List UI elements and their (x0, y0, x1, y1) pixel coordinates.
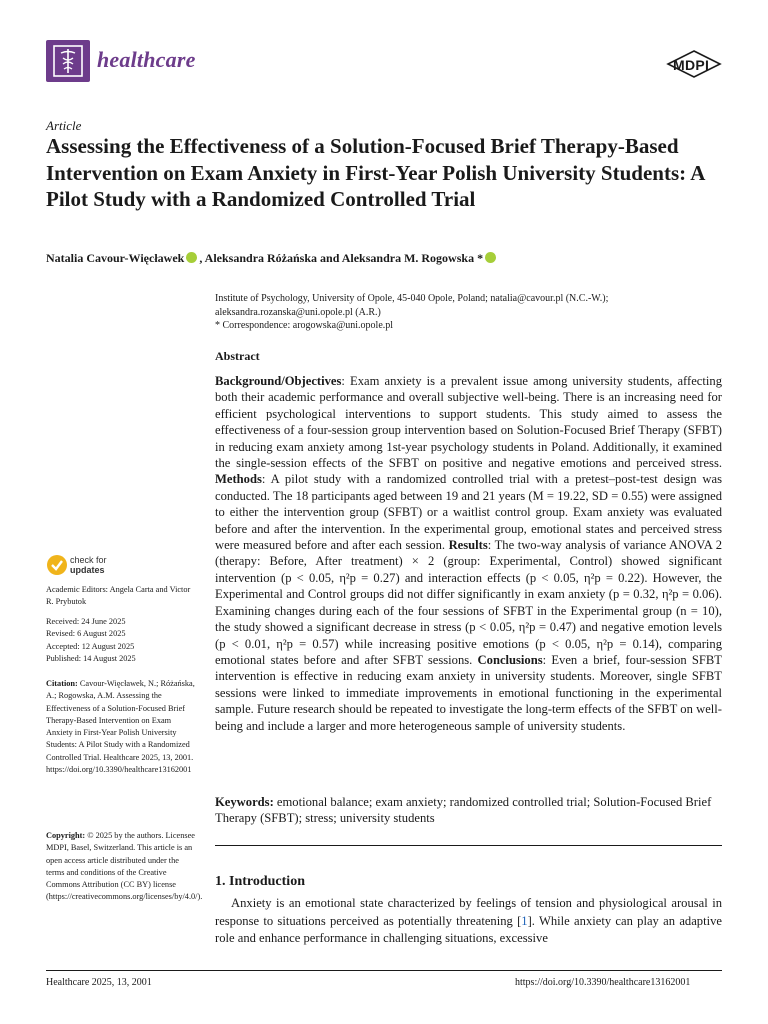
date-received: Received: 24 June 2025 (46, 617, 126, 626)
abstract-heading: Abstract (215, 349, 260, 363)
footer-divider (46, 970, 722, 971)
orcid-icon[interactable] (485, 252, 496, 263)
abstract-body (215, 373, 722, 734)
abstract-label-background: Background/Objectives (215, 374, 342, 388)
check-for-updates-icon[interactable] (47, 555, 67, 575)
article-title: Assessing the Effectiveness of a Solution-Focused Brief Therapy-Based Intervention on Exam Anxiety in First-Year Polish University Students: A Pilot Study with a Randomized Controlled Trial (46, 134, 705, 211)
citation-text: Cavour-Więcławek, N.; Różańska, A.; Rogowska, A.M. Assessing the Effectiveness of a Solution-Focused Brief Therapy-Based Intervention on Exam Anxiety in First-Year Polish University Students: A Pilot Study with a Randomized Controlled Trial. Healthcare 2025, 13, 2001. https://doi.org/10.3390/healthcare13162001 (46, 679, 195, 775)
publisher-name: MDPI (673, 57, 710, 73)
journal-logo (46, 40, 90, 82)
footer-doi-link[interactable]: https://doi.org/10.3390/healthcare13162001 (515, 977, 691, 988)
section-heading: 1. Introduction (215, 874, 305, 889)
check-icon (47, 555, 67, 575)
section-divider (215, 845, 722, 846)
affiliations (215, 292, 725, 333)
journal-name[interactable]: healthcare (97, 47, 196, 72)
intro-text: ]. While anxiety can play an adaptive role and enhance performance in challenging situations, excessive (215, 913, 722, 945)
date-published: Published: 14 August 2025 (46, 653, 136, 663)
date-revised: Revised: 6 August 2025 (46, 629, 126, 639)
academic-editors: Academic Editors: Angela Carta and Victor R. Prybutok (46, 585, 191, 607)
affiliation-line: Institute of Psychology, University of Opole, 45-040 Opole, Poland; natalia@cavour.pl (N.C.-W.); (215, 293, 609, 304)
abstract-text-conclusions: : Even a brief, four-session SFBT intervention is effective in reducing exam anxiety in university students. Moreover, single SFBT sessions were linked to immediate improvements in emotional functioning in the experimental sample. Future research should be repeated to investigate the long-term effects of the SFBT on well-being and include a larger and more heterogeneous sample of university students. (215, 652, 722, 733)
article-type: Article (46, 118, 82, 133)
intro-text: Anxiety is an emotional state characterized by feelings of tension and physiological arousal in response to situations perceived as potentially threatening [ (215, 896, 722, 928)
intro-paragraph (215, 895, 722, 948)
keywords-text: emotional balance; exam anxiety; randomized controlled trial; Solution-Focused Brief Therapy (SFBT); stress; university students (215, 795, 712, 826)
author-name[interactable]: Natalia Cavour-Więcławek (46, 251, 185, 265)
affiliation-line: aleksandra.rozanska@uni.opole.pl (A.R.) (215, 306, 381, 318)
publication-dates (46, 616, 196, 665)
citation-label: Citation: (46, 679, 78, 688)
correspondence: * Correspondence: arogowska@uni.opole.pl (215, 320, 394, 331)
author-separator: , (199, 251, 205, 265)
abstract-label-results: Results (448, 538, 488, 553)
citation-block (46, 678, 196, 776)
caduceus-icon (46, 40, 90, 82)
keywords (215, 794, 722, 827)
abstract-text-background: : Exam anxiety is a prevalent issue among university students, affecting both their academic performance and overall subjective well-being. There is an increasing need for efficient psychological interventions to support students. This study aimed to assess the effectiveness of a four-session group intervention based on Solution-Focused Brief Therapy (SFBT) in reducing exam anxiety among 1st-year psychology students in Poland. Additionally, it examined the single-session effects of the SFBT on positive and negative emotions and perceived stress. (215, 374, 722, 471)
abstract-text-methods: : A pilot study with a randomized controlled trial with a pretest–post-test design was conducted. The 18 participants aged between 19 and 21 years (M = 19.22, SD = 0.55) were assigned to either the intervention group (SFBT) or a waitlist control group. Exam anxiety was evaluated before and after the intervention. In the experimental group, emotional states and perceived stress were measured before and after each session. (215, 472, 722, 553)
author-name[interactable]: Aleksandra Różańska (204, 251, 318, 265)
abstract-label-methods: Methods (215, 472, 262, 487)
abstract-paragraph (215, 373, 722, 734)
footer-journal-info: Healthcare 2025, 13, 2001 (46, 977, 152, 988)
date-accepted: Accepted: 12 August 2025 (46, 641, 135, 651)
check-for-updates-line: check for (70, 555, 107, 565)
abstract-text-results: : The two-way analysis of variance ANOVA 2 (therapy: Before, After treatment) × 2 (group: Experimental, Control) showed significant intervention (p < 0.05, η²p = 0.27) and interaction effects (p < 0.05, η²p = 0.22). However, the Experimental and Control groups did not differ significantly in exam anxiety (p = 0.32, η²p = 0.06). Examining changes during each of the four sessions of SFBT in the Experimental group (n = 10), the study showed a significant decrease in stress (p < 0.05, η²p = 0.47) and negative emotion levels (p < 0.01, η²p = 0.57) while increasing positive emotions (p < 0.05, η²p = 0.14), comparing emotional states before and after SFBT sessions. (215, 538, 722, 667)
copyright-label: Copyright: (46, 831, 86, 840)
check-for-updates-line: updates (70, 565, 105, 575)
orcid-icon[interactable] (186, 252, 197, 263)
copyright-text: © 2025 by the authors. Licensee MDPI, Basel, Switzerland. This article is an open access article distributed under the terms and conditions of the Creative Commons Attribution (CC BY) license (https://creativecommons.org/licenses/by/4.0/). (46, 831, 203, 902)
copyright-block (46, 830, 203, 904)
keywords-label: Keywords: (215, 795, 274, 809)
citation-link[interactable]: 1 (521, 913, 528, 928)
abstract-label-conclusions: Conclusions (477, 652, 543, 667)
author-list (46, 251, 498, 266)
author-name[interactable]: Aleksandra M. Rogowska * (341, 251, 484, 265)
check-for-updates[interactable] (70, 555, 107, 575)
author-separator: and (317, 251, 342, 265)
